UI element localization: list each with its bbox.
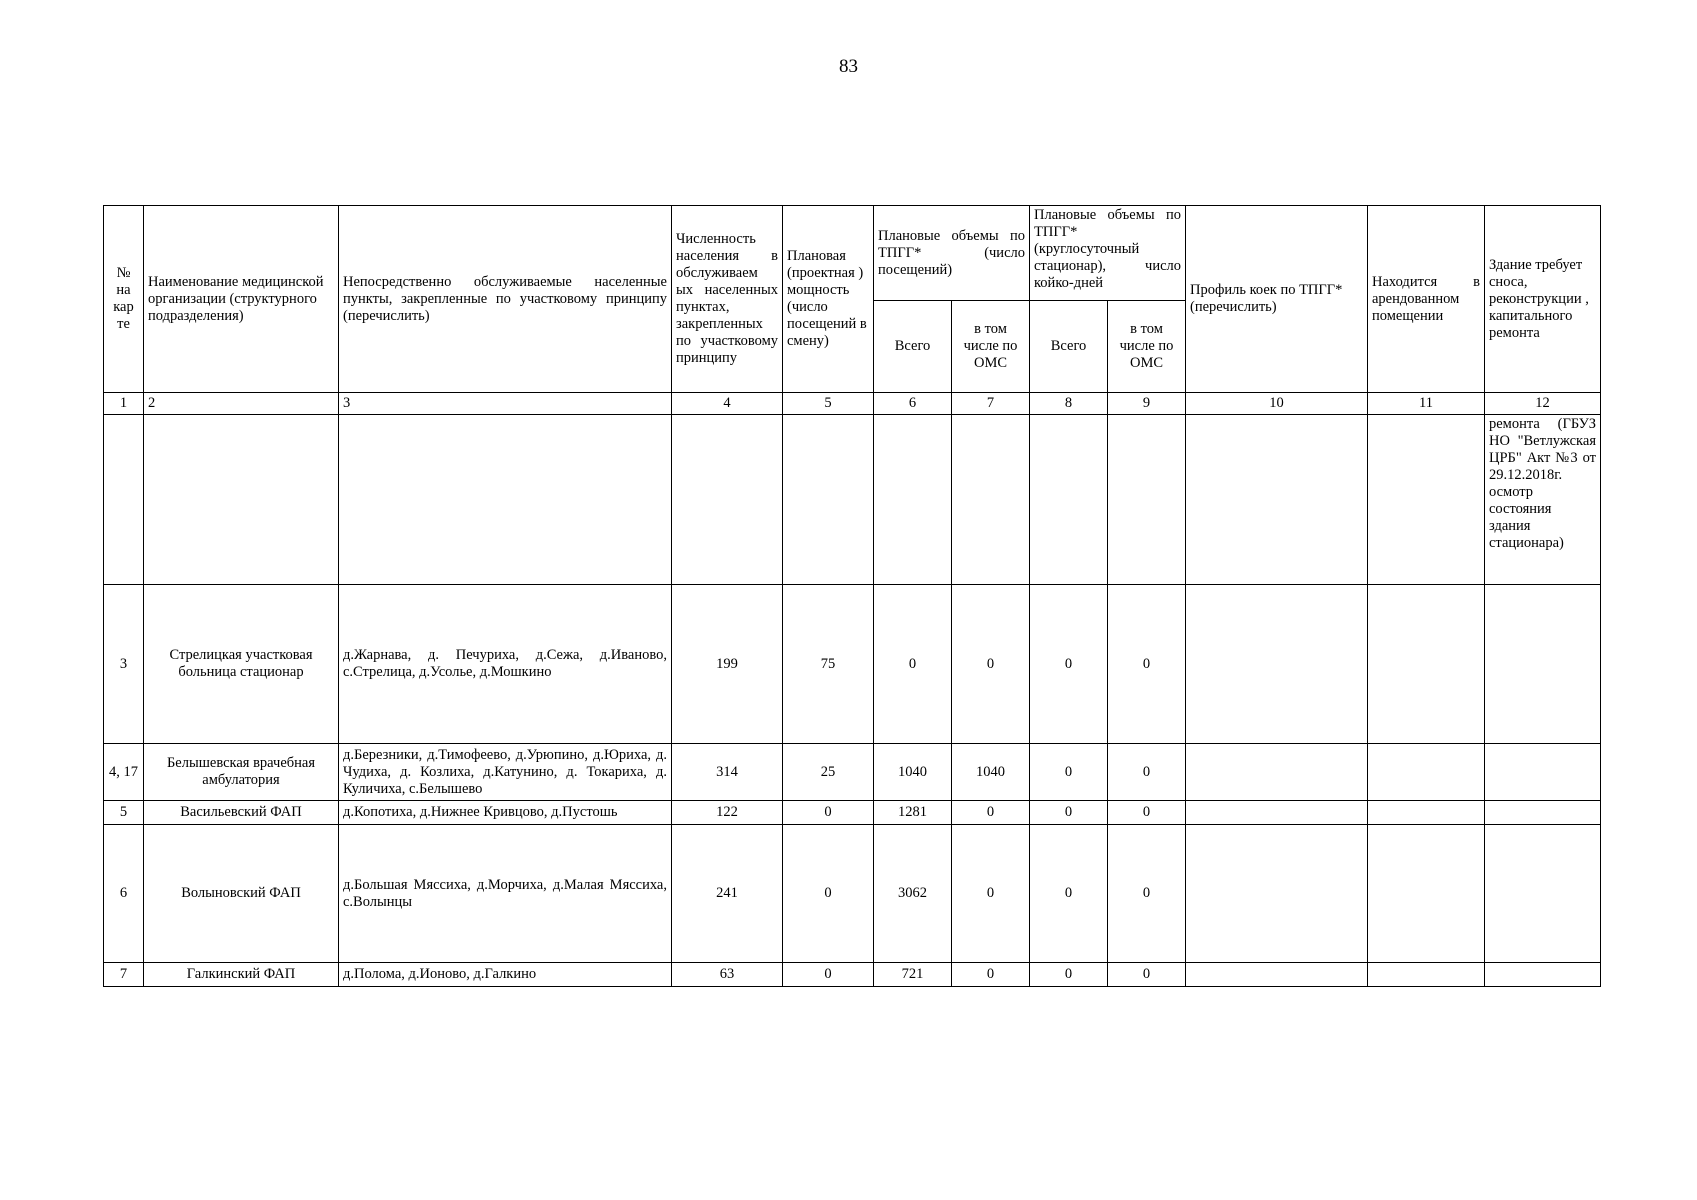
cell-population	[672, 415, 783, 585]
cell-visits-oms	[952, 415, 1030, 585]
cell-beddays-total: 0	[1030, 801, 1108, 825]
header-building-repair: Здание требует сноса, реконструкции , капитального ремонта	[1485, 206, 1601, 393]
cell-beddays-oms: 0	[1108, 963, 1186, 987]
cell-map-number: 5	[104, 801, 144, 825]
col-number: 11	[1368, 393, 1485, 415]
cell-organization: Белышевская врачебная амбулатория	[144, 744, 339, 801]
cell-capacity: 25	[783, 744, 874, 801]
cell-capacity	[783, 415, 874, 585]
col-number: 6	[874, 393, 952, 415]
cell-settlements: д.Жарнава, д. Печуриха, д.Сежа, д.Иваново, с.Стрелица, д.Усолье, д.Мошкино	[339, 585, 672, 744]
cell-building-repair	[1485, 963, 1601, 987]
table-row	[104, 744, 1601, 801]
header-beddays-oms: в том числе по ОМС	[1108, 301, 1186, 393]
table-row	[104, 825, 1601, 963]
cell-settlements: д.Большая Мяссиха, д.Морчиха, д.Малая Мяссиха, с.Волынцы	[339, 825, 672, 963]
cell-rented	[1368, 585, 1485, 744]
cell-rented	[1368, 963, 1485, 987]
cell-beddays-oms: 0	[1108, 825, 1186, 963]
header-bed-profile: Профиль коек по ТПГГ* (перечислить)	[1186, 206, 1368, 393]
cell-organization: Галкинский ФАП	[144, 963, 339, 987]
header-hospital-group: Плановые объемы по ТПГГ* (круглосуточный стационар), число койко-дней	[1030, 206, 1186, 301]
cell-visits-total: 721	[874, 963, 952, 987]
table-row	[104, 963, 1601, 987]
col-number: 8	[1030, 393, 1108, 415]
table-row	[104, 585, 1601, 744]
cell-settlements: д.Березники, д.Тимофеево, д.Урюпино, д.Юриха, д. Чудиха, д. Козлиха, д.Катунино, д. Токариха, д. Куличиха, с.Белышево	[339, 744, 672, 801]
cell-map-number	[104, 415, 144, 585]
cell-rented	[1368, 744, 1485, 801]
cell-building-repair	[1485, 801, 1601, 825]
col-number: 3	[339, 393, 672, 415]
header-settlements: Непосредственно обслуживаемые населенные пункты, закрепленные по участковому принципу (перечислить)	[339, 206, 672, 393]
cell-population: 199	[672, 585, 783, 744]
cell-visits-total: 3062	[874, 825, 952, 963]
page-number: 83	[839, 56, 858, 77]
header-rented-premises: Находится в арендованном помещении	[1368, 206, 1485, 393]
cell-capacity: 0	[783, 825, 874, 963]
cell-visits-oms: 0	[952, 825, 1030, 963]
cell-building-repair	[1485, 825, 1601, 963]
cell-bed-profile	[1186, 825, 1368, 963]
col-number: 1	[104, 393, 144, 415]
cell-beddays-oms: 0	[1108, 585, 1186, 744]
table-row	[104, 415, 1601, 585]
cell-visits-total: 1281	[874, 801, 952, 825]
cell-visits-oms: 1040	[952, 744, 1030, 801]
cell-map-number: 3	[104, 585, 144, 744]
col-number: 9	[1108, 393, 1186, 415]
cell-beddays-total: 0	[1030, 744, 1108, 801]
cell-beddays-total: 0	[1030, 963, 1108, 987]
cell-bed-profile	[1186, 415, 1368, 585]
cell-population: 241	[672, 825, 783, 963]
cell-beddays-total: 0	[1030, 825, 1108, 963]
cell-beddays-oms: 0	[1108, 801, 1186, 825]
cell-rented	[1368, 801, 1485, 825]
cell-rented	[1368, 415, 1485, 585]
medical-organizations-table	[103, 205, 1601, 987]
cell-population: 314	[672, 744, 783, 801]
col-number: 5	[783, 393, 874, 415]
cell-beddays-total	[1030, 415, 1108, 585]
col-number: 10	[1186, 393, 1368, 415]
cell-organization: Стрелицкая участковая больница стационар	[144, 585, 339, 744]
header-population: Численность населения в обслуживаем ых населенных пунктах, закрепленных по участковому принципу	[672, 206, 783, 393]
table-header-row	[104, 206, 1601, 301]
col-number: 4	[672, 393, 783, 415]
cell-visits-total	[874, 415, 952, 585]
cell-bed-profile	[1186, 801, 1368, 825]
cell-organization: Васильевский ФАП	[144, 801, 339, 825]
cell-settlements: д.Полома, д.Ионово, д.Галкино	[339, 963, 672, 987]
cell-building-repair	[1485, 585, 1601, 744]
header-visits-group: Плановые объемы по ТПГГ* (число посещений)	[874, 206, 1030, 301]
table-row	[104, 801, 1601, 825]
cell-bed-profile	[1186, 585, 1368, 744]
cell-settlements	[339, 415, 672, 585]
cell-beddays-oms: 0	[1108, 744, 1186, 801]
header-organization-name: Наименование медицинской организации (структурного подразделения)	[144, 206, 339, 393]
cell-map-number: 7	[104, 963, 144, 987]
cell-capacity: 75	[783, 585, 874, 744]
cell-beddays-total: 0	[1030, 585, 1108, 744]
cell-settlements: д.Копотиха, д.Нижнее Кривцово, д.Пустошь	[339, 801, 672, 825]
cell-rented	[1368, 825, 1485, 963]
col-number: 2	[144, 393, 339, 415]
header-visits-total: Всего	[874, 301, 952, 393]
cell-beddays-oms	[1108, 415, 1186, 585]
cell-capacity: 0	[783, 963, 874, 987]
cell-population: 122	[672, 801, 783, 825]
cell-map-number: 4, 17	[104, 744, 144, 801]
cell-organization: Волыновский ФАП	[144, 825, 339, 963]
cell-visits-total: 0	[874, 585, 952, 744]
cell-map-number: 6	[104, 825, 144, 963]
col-number: 7	[952, 393, 1030, 415]
cell-bed-profile	[1186, 963, 1368, 987]
cell-capacity: 0	[783, 801, 874, 825]
cell-organization	[144, 415, 339, 585]
col-number: 12	[1485, 393, 1601, 415]
cell-visits-oms: 0	[952, 801, 1030, 825]
cell-population: 63	[672, 963, 783, 987]
header-map-number: № на кар те	[104, 206, 144, 393]
cell-bed-profile	[1186, 744, 1368, 801]
column-numbers-row	[104, 393, 1601, 415]
cell-building-repair	[1485, 744, 1601, 801]
header-planned-capacity: Плановая (проектная ) мощность (число посещений в смену)	[783, 206, 874, 393]
cell-visits-oms: 0	[952, 585, 1030, 744]
header-visits-oms: в том числе по ОМС	[952, 301, 1030, 393]
cell-visits-oms: 0	[952, 963, 1030, 987]
header-beddays-total: Всего	[1030, 301, 1108, 393]
cell-building-repair: ремонта (ГБУЗ НО "Ветлужская ЦРБ" Акт №3 от 29.12.2018г. осмотр состояния здания стационара)	[1485, 415, 1601, 585]
cell-visits-total: 1040	[874, 744, 952, 801]
